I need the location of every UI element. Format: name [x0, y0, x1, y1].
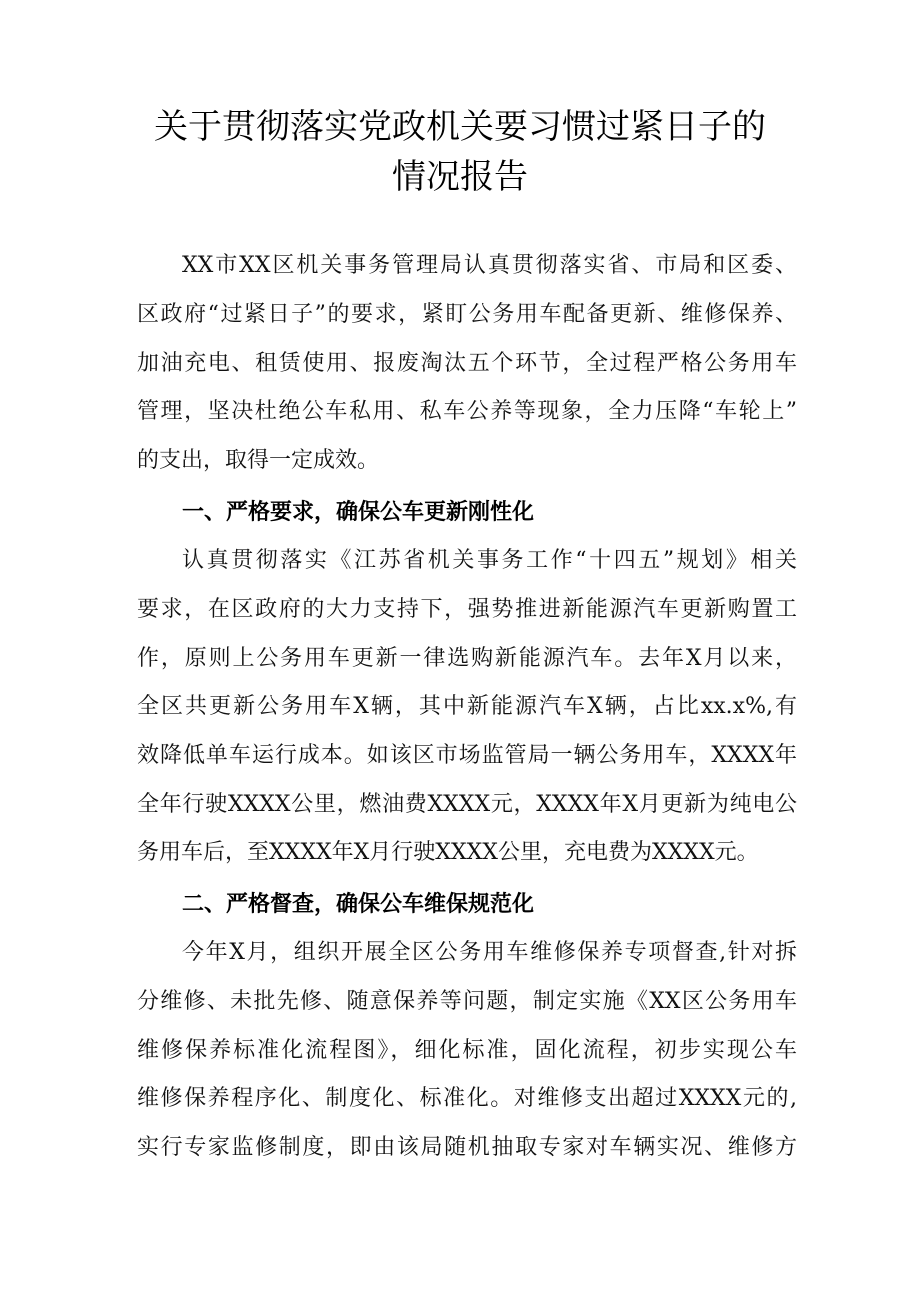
- section-1-line: 作，原则上公务用车更新一律选购新能源汽车。去年X月以来，: [137, 646, 797, 671]
- section-1-line: 务用车后，至XXXX年X月行驶XXXX公里，充电费为XXXX元。: [137, 840, 759, 865]
- section-1-heading: 一、严格要求，确保公车更新刚性化: [182, 500, 535, 525]
- document-title-line-1: 关于贯彻落实党政机关要习惯过紧日子的: [154, 107, 766, 147]
- intro-line: 加油充电、租赁使用、报废淘汰五个环节，全过程严格公务用车: [137, 351, 797, 376]
- section-1-line: 要求，在区政府的大力支持下，强势推进新能源汽车更新购置工: [137, 597, 797, 622]
- section-2-line: 实行专家监修制度，即由该局随机抽取专家对车辆实况、维修方: [137, 1135, 797, 1160]
- intro-line: 管理，坚决杜绝公车私用、私车公养等现象，全力压降“车轮上”: [137, 399, 797, 424]
- section-2-line: 今年X月，组织开展全区公务用车维修保养专项督查,针对拆: [182, 940, 797, 965]
- section-1-line: 效降低单车运行成本。如该区市场监管局一辆公务用车，XXXX年: [137, 743, 797, 768]
- section-2-line: 分维修、未批先修、随意保养等问题，制定实施《XX区公务用车: [137, 989, 797, 1014]
- section-2-line: 维修保养程序化、制度化、标准化。对维修支出超过XXXX元的,: [137, 1086, 797, 1111]
- section-2-line: 维修保养标准化流程图》，细化标准，固化流程，初步实现公车: [137, 1038, 797, 1063]
- section-1-line: 认真贯彻落实《江苏省机关事务工作“十四五”规划》相关: [182, 548, 797, 573]
- intro-line: 区政府“过紧日子”的要求，紧盯公务用车配备更新、维修保养、: [137, 302, 797, 327]
- intro-line: 的支出，取得一定成效。: [137, 448, 380, 473]
- section-1-line: 全区共更新公务用车X辆，其中新能源汽车X辆，占比xx.x%,有: [137, 694, 797, 719]
- section-1-line: 全年行驶XXXX公里，燃油费XXXX元，XXXX年X月更新为纯电公: [137, 792, 797, 817]
- document-title-line-2: 情况报告: [392, 157, 528, 197]
- section-2-heading: 二、严格督查，确保公车维保规范化: [182, 892, 535, 917]
- intro-line: XX市XX区机关事务管理局认真贯彻落实省、市局和区委、: [182, 253, 797, 278]
